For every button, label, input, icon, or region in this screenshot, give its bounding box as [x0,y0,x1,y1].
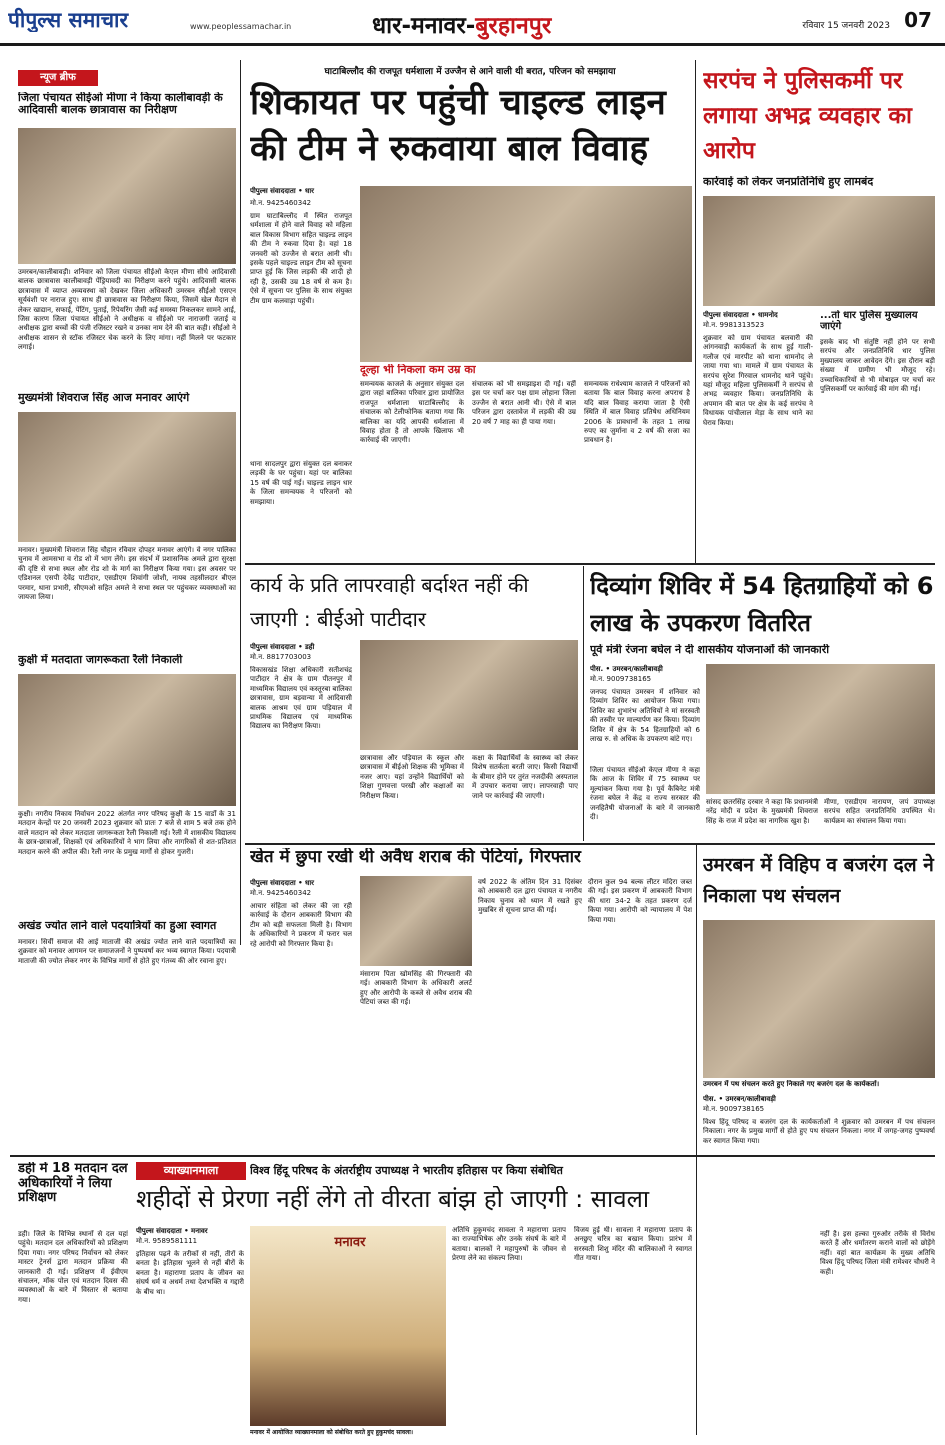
lecture-photo-caption: मनावर में आयोजित व्याख्यानमाला को संबोधित करते हुए हुकुमचंद सावला। [250,1429,414,1436]
lead-phone: मो.न. 9425460342 [250,199,312,207]
lead-col5: थाना सादलपुर द्वारा संयुक्त दल बनाकर लड़की के घर पहुंचा। यहां पर बालिका 15 वर्ष की पाई गई। चाइल्ड लाइन धार के जिला समन्वयक ने परिजनों को समझाया। [250,460,352,506]
brief3-headline: कुक्षी में मतदाता जागरूकता रैली निकाली [18,654,183,666]
banner-text: मनावर [334,1235,366,1250]
sharab-byline: पीपुल्स संवाददाता • धार [250,879,314,887]
beo-col3: कक्षा के विद्यार्थियों के स्वास्थ्य को लेकर विशेष सतर्कता बरती जाए। किसी विद्यार्थी के बीमार होने पर तुरंत नजदीकी अस्पताल में उपचार कराया जाए। लापरवाही पाए जाने पर कार्रवाई की जाएगी। [472,754,578,800]
beo-headline: कार्य के प्रति लापरवाही बर्दाश्त नहीं की जाएगी : बीईओ पाटीदार [250,573,529,631]
column-rule [583,566,584,841]
lead-byline: पीपुल्स संवाददाता • धार [250,187,314,195]
divyang-byline: पीस. • उमरबन/कालीबावड़ी [590,665,663,673]
umarban-body-cont [703,1230,813,1440]
umarban-headline: उमरबन में विहिप व बजरंग दल ने निकाला पथ संचलन [703,854,934,907]
edition-date: रविवार 15 जनवरी 2023 [802,21,890,30]
column-rule [696,845,697,1435]
masthead [0,0,945,46]
sarpanch-phone: मो.न. 9981313523 [703,321,765,329]
divyang-col2: जिला पंचायत सीईओ केएल मीणा ने कहा कि आज के शिविर में 75 स्वास्थ्य पर मूल्यांकन किया गया है। पूर्व कैबिनेट मंत्री रंजना बघेल ने केंद्र व राज्य सरकार की जनहितैषी योजनाओं के बारे में जानकारी दी। [590,766,700,822]
brief4-body: मनावर। सिर्वी समाज की आई माताजी की अखंड ज्योत लाने वाले पदयात्रियों का शुक्रवार को मनावर आगमन पर समाजजनों ने पुष्पवर्षा कर भव्य स्वागत किया। पदयात्री माताजी की ज्योत लेकर नगर के विभिन्न मार्गों से होते हुए गंतव्य की ओर रवाना हुए। [18,938,236,965]
lecture-col1: इतिहास पढ़ने के तरीकों से नहीं, तीरों के बनता है। इतिहास भूलने से नहीं बीरों के बनता है। महाराणा प्रताप के जीवन का संघर्ष धर्म व अधर्म तथा देशभक्ति व गद्दारी के बीच था। [136,1250,244,1296]
divyang-headline: दिव्यांग शिविर में 54 हितग्राहियों को 6 लाख के उपकरण वितरित [590,572,934,637]
section-rule [10,1155,935,1157]
rally-photo [18,674,236,806]
lead-headline: शिकायत पर पहुंची चाइल्ड लाइन की टीम ने रुकवाया बाल विवाह [250,83,666,169]
news-brief-label: न्यूज ब्रीफ [18,70,98,86]
sharab-headline: खेत में छुपा रखी थी अवैध शराब की पेटियां, गिरफ्तार [250,848,581,867]
march-photo [703,920,935,1078]
divyang-subhead: पूर्व मंत्री रंजना बघेल ने दी शासकीय योजनाओं की जानकारी [590,644,830,656]
section-rule [245,563,935,565]
divyang-col3: सांसद छतरसिंह दरबार ने कहा कि प्रधानमंत्री नरेंद्र मोदी व प्रदेश के मुख्यमंत्री शिवराज सिंह के राज में प्रदेश का नागरिक खुश है। [706,798,818,825]
school-photo [360,640,578,750]
lecture-label: व्याख्यानमाला [136,1162,246,1180]
sharab-col1: आचार संहिता को लेकर की जा रही कार्रवाई के दौरान आबकारी विभाग की टीम को बड़ी सफलता मिली है। विभाग के अधिकारियों ने प्रकरण में फरार चल रहे आरोपी को गिरफ्तार किया है। [250,902,352,948]
page-number: 07 [904,8,932,32]
sarpanch-side-body: इसके बाद भी संतुष्टि नहीं होने पर सभी सरपंच और जनप्रतिनिधि धार पुलिस मुख्यालय जाकर आवेदन देंगे। इस दौरान बड़ी संख्या में ग्रामीण भी मौजूद रहे। उच्चाधिकारियों से भी मोबाइल पर चर्चा कर पुलिसकर्मी पर कार्रवाई की मांग की गई। [820,338,935,394]
lecture-col4: नहीं है। इस हल्का गुरुओर तरीके से विरोध करते हैं और धर्मांतरण कराने वालों को छोड़ेंगे नहीं। वहां बात कार्यक्रम के मुख्य अतिथि विश्व हिंदू परिषद जिला मंत्री रामेश्वर चौधरी ने कही। [820,1230,935,1276]
section-rule [245,843,935,845]
website[interactable]: www.peoplessamachar.in [190,22,292,31]
sarpanch-side-headline: ...तो धार पुलिस मुख्यालय जाएंगे [820,310,918,333]
lecture-phone: मो.न. 9589581111 [136,1237,198,1245]
brief2-body: मनावर। मुख्यमंत्री शिवराज सिंह चौहान रविवार दोपहर मनावर आएंगे। वे नगर पालिका चुनाव में आमसभा व रोड शो में भाग लेंगे। इस संदर्भ में प्रशासनिक अमले द्वारा सुरक्षा की दृष्टि से सभा स्थल और रोड शो के मार्ग का निरीक्षण किया गया। इस अवसर पर एडिशनल एसपी देवेंद्र पाटीदार, एसडीएम शिवांगी जोशी, नायब तहसीलदार बीएल परमार, थाना प्रभारी, सीएमओ सहित अमले ने सभा स्थल पर पहुंचकर व्यवस्थाओं का जायजा लिया। [18,546,236,602]
lead-kicker: घाटाबिल्लौद की राजपूत धर्मशाला में उज्जैन से आने वाली थी बरात, परिजन को समझाया [324,67,616,77]
lead-col4: समन्वयक राधेश्याम काजले ने परिजनों को बताया कि बाल विवाह करना अपराध है यदि बाल विवाह कराया जाता है ऐसी स्थिति में बाल विवाह प्रतिषेध अधिनियम 2006 के प्रावधानों के तहत 1 लाख रुपए का जुर्माना व 2 वर्ष की सजा का प्रावधान है। [584,380,690,445]
sarpanch-byline: पीपुल्स संवाददाता • धामनोद [703,311,778,319]
liquor-seizure-photo [360,876,472,966]
beo-phone: मो.न. 8817703003 [250,653,312,661]
lecture-kicker: विश्व हिंदू परिषद के अंतर्राष्ट्रीय उपाध्यक्ष ने भारतीय इतिहास पर किया संबोधित [250,1164,563,1177]
divyang-col1: जनपद पंचायत उमरबन में शनिवार को दिव्यांग शिविर का आयोजन किया गया। शिविर का शुभारंभ अतिथियों ने मां सरस्वती की तस्वीर पर माल्यार्पण कर किया। दिव्यांग शिविर में क्षेत्र के 54 हितग्राहियों को 6 लाख रु. से अधिक के उपकरण बांटे गए। [590,688,700,744]
brief5-body: डही। जिले के विभिन्न स्थानों से दल यहां पहुंचे। मतदान दल अधिकारियों को प्रशिक्षण दिया गया। नगर परिषद निर्वाचन को लेकर मास्टर ट्रेनर्स द्वारा मतदान प्रक्रिया की जानकारी दी गई। प्रशिक्षण में ईवीएम संचालन, मॉक पोल एवं मतदान दिवस की व्यवस्थाओं के बारे में विस्तार से बताया गया। [18,1230,128,1304]
brief4-headline: अखंड ज्योत लाने वाले पदयात्रियों का हुआ स्वागत [18,920,217,932]
lecture-byline: पीपुल्स संवाददाता • मनावर [136,1227,208,1235]
region-part2: बुरहानपुर [475,13,552,39]
divyang-col4: मीणा, एसडीएम नारायण, जपं उपाध्यक्ष सरपंच सहित जनप्रतिनिधि उपस्थित थे। कार्यक्रम का संचालन किया गया। [824,798,935,825]
umarban-phone: मो.न. 9009738165 [703,1105,765,1113]
lecture-headline: शहीदों से प्रेरणा नहीं लेंगे तो वीरता बांझ हो जाएगी : सावला [136,1186,650,1213]
lead-col2: समन्वयक काजले के अनुसार संयुक्त दल द्वारा जहां बालिका परिवार द्वारा प्रायोजित राजपूत धर्मशाला घाटाबिल्लौद के संचालक को टेलीफोनिक बताया गया कि बालिका का यदि आपकी धर्मशाला में विवाह होता है तो आपके खिलाफ भी कार्रवाई की जाएगी। [360,380,464,445]
umarban-caption: उमरबन में पथ संचलन करते हुए निकाले गए बजरंग दल के कार्यकर्ता। [703,1080,880,1088]
child-marriage-photo [360,186,692,362]
cm-visit-photo [18,412,236,542]
sharab-col2: मंसाराम पिता खोमसिंह की गिरफ्तारी की गई। आबकारी विभाग के अधिकारी अलर्ट हुए और आरोपी के कब्जे से अवैध शराब की पेटियां जब्त की गईं। [360,970,472,1007]
brief1-body: उमरबन/कालीबावड़ी। शनिवार को जिला पंचायत सीईओ केएल मीणा सीधे आदिवासी बालक छात्रावास कालीबावड़ी पेंड्रियावदी का निरीक्षण करने पहुंचे। आदिवासी बालक छात्रावास में व्याप्त अव्यवस्था को देखकर जिला अधिकारी उमरबन सीईओ एसएन सूर्यवंशी पर नाराज हुए। साथ ही छात्रावास का निरीक्षण किया, जिसमें खेल मैदान से लेकर खाद्यान, सफाई, पेंटिंग, पुताई, रिपेयरिंग जैसी कई समस्या निकलकर सामने आई, जिस कारण जिला पंचायत सीईओ ने अधीक्षक व सीईओ पर नाराजगी जताई व अधीक्षक द्वारा बच्चों की पंजी रजिस्टर रखने व उनका नाम देने की बात कही। सीईओ ने अधीक्षक शासन से स्टॉक रजिस्टर चेक करने के लिए मांगा। नहीं मिलने पर फटकार लगाई। [18,268,236,352]
brief5-headline: डही में 18 मतदान दल अधिकारियों ने लिया प्रशिक्षण [18,1162,128,1206]
sarpanch-subhead: कार्रवाई को लेकर जनप्रतिनिधि हुए लामबंद [703,176,874,188]
region-part1: धार-मनावर- [372,13,476,39]
lead-photo-caption: दूल्हा भी निकला कम उम्र का [360,364,476,376]
paper-name: पीपुल्स समाचार [8,8,129,32]
beo-col1: विकासखंड शिक्षा अधिकारी सतीशचंद्र पाटीदार ने क्षेत्र के ग्राम पीतनपुर में माध्यमिक विद्यालय एवं कस्तूरबा बालिका छात्रावास, ग्राम बड़वान्या में आदिवासी बालक आश्रम एवं ग्राम पड़ियाल में प्राथमिक विद्यालय एवं माध्यमिक विद्यालय का निरीक्षण किया। [250,666,352,731]
sharab-phone: मो.न. 9425460342 [250,889,312,897]
brief2-headline: मुख्यमंत्री शिवराज सिंह आज मनावर आएंगे [18,392,190,404]
beo-byline: पीपुल्स संवाददाता • डही [250,643,315,651]
hostel-photo [18,128,236,264]
brief1-headline: जिला पंचायत सीईओ मीणा ने किया कालीबावड़ी के आदिवासी बालक छात्रावास का निरीक्षण [18,92,223,117]
sarpanch-body: शुक्रवार को ग्राम पंचायत बलवारी की आंगनवाड़ी कार्यकर्ता के साथ हुई गाली-गलौज एवं मारपीट को थाना धामनोद ले जाया गया था। मामले में ग्राम पंचायत के सरपंच सुरेश गिरवाल धामनोद थाने पहुंचे। यहां मौजूद महिला पुलिसकर्मी ने सरपंच से अभद्र व्यवहार किया। जनप्रतिनिधि के अपमान की बात पर क्षेत्र के कई सरपंच ने विधायक पांचीलाल मेड़ा के साथ थाने का घेराव किया। [703,334,813,427]
region-title [372,8,692,40]
sharab-col4: दौरान कुल 94 बल्क लीटर मदिरा जब्त की गई। इस प्रकरण में आबकारी विभाग की धारा 34-2 के तहत प्रकरण दर्ज किया गया। आरोपी को न्यायालय में पेश किया गया। [588,878,692,924]
sarpanch-headline: सरपंच ने पुलिसकर्मी पर लगाया अभद्र व्यवहार का आरोप [703,68,912,164]
lead-col3: संचालक को भी समझाइश दी गई। वहीं इस पर चर्चा कर पक्ष ग्राम लोहाना जिला उज्जैन से बरात आनी थी। ऐसे में बाल परिजन द्वारा दस्तावेज में लड़की की उम्र 20 वर्ष 7 माह का ही पाया गया। [472,380,576,426]
umarban-body: विश्व हिंदू परिषद व बजरंग दल के कार्यकर्ताओं ने शुक्रवार को उमरबन में पथ संचलन निकाला। नगर के प्रमुख मार्गों से होते हुए पथ संचलन निकला। नगर में जगह-जगह पुष्पवर्षा कर स्वागत किया गया। [703,1118,935,1145]
lecture-col2: अतिथि हुकुमचंद सावला ने महाराणा प्रताप का राज्याभिषेक और उनके संघर्ष के बारे में बताया। बालकों ने महापुरुषों के जीवन से प्रेरणा लेने का संकल्प लिया। [452,1226,566,1263]
sharab-col3: वर्ष 2022 के अंतिम दिन 31 दिसंबर को आबकारी दल द्वारा पंचायत व नगरीय निकाय चुनाव को ध्यान में रखते हुए मुखबिर से सूचना प्राप्त की गई। [478,878,582,915]
column-rule [240,60,241,945]
brief3-body: कुक्षी। नगरीय निकाय निर्वाचन 2022 अंतर्गत नगर परिषद कुक्षी के 15 वार्डों के 31 मतदान केन्द्रों पर 20 जनवरी 2023 शुक्रवार को प्रातः 7 बजे से शाम 5 बजे तक होने वाले मतदान को लेकर मतदाता जागरूकता रैली निकाली गई। रैली में शासकीय विद्यालय के छात्र-छात्राओं, शिक्षकों एवं अधिकारियों ने भाग लिया और नागरिकों से शत-प्रतिशत मतदान करने की अपील की। रैली नगर के प्रमुख मार्गों से होकर गुजरी। [18,810,236,856]
divyang-phone: मो.न. 9009738165 [590,675,652,683]
column-rule [695,60,696,565]
camp-photo [706,664,935,794]
protest-photo [703,196,935,306]
umarban-byline: पीस. • उमरबन/कालीबावड़ी [703,1095,776,1103]
beo-col2: छात्रावास और पड़ियाल के स्कूल और छात्रावास में बीईओ शिक्षक की भूमिका में नजर आए। यहां उन्होंने विद्यार्थियों को शिक्षा गुणवत्ता परखी और कक्षाओं का निरीक्षण किया। [360,754,464,800]
lecture-col3: विजय हुई थी। सावला ने महाराणा प्रताप के अनछुए चरित्र का बखान किया। प्रारंभ में सरस्वती शिशु मंदिर की बालिकाओं ने स्वागत गीत गाया। [574,1226,692,1263]
lecture-photo [250,1226,446,1426]
lead-col1: ग्राम घाटाबिल्लौद में स्थित राजपूत धर्मशाला में होने वाले विवाह को महिला बाल विकास विभाग सहित चाइल्ड लाइन की टीम ने रुकवा दिया है। वहां 18 जनवरी को उज्जैन से बरात आनी थी। इसके पहले चाइल्ड लाइन टीम को सूचना प्राप्त हुई कि जिस लड़की की शादी हो रही है, उसकी उम्र 18 वर्ष से कम है। ऐसे में सूचना पर पुलिस के साथ संयुक्त टीम ग्राम कलवाड़ा पहुंची। [250,212,352,305]
